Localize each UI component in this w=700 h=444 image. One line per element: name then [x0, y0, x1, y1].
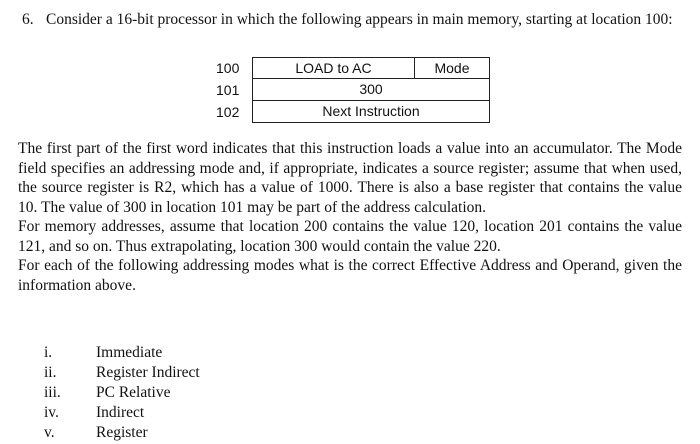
memory-word — [252, 79, 490, 101]
mode-name: Indirect — [96, 404, 145, 421]
memory-address: 101 — [216, 82, 240, 98]
memory-value: Next Instruction — [322, 103, 420, 119]
list-item — [44, 423, 200, 443]
list-item — [44, 363, 200, 383]
addressing-mode-list — [44, 343, 200, 443]
list-numeral: iv. — [44, 404, 59, 421]
mode-name: PC Relative — [96, 384, 171, 401]
list-item — [44, 383, 200, 403]
opcode-field: LOAD to AC — [253, 58, 415, 78]
mode-field: Mode — [434, 60, 470, 76]
question-number: 6. — [22, 11, 34, 28]
list-item — [44, 343, 200, 363]
paragraph-instruction-description: The first part of the first word indicates that this instruction loads a value into an accumulator. The Mode field specifies an addressing mode and, if appropriate, indicates a source register; assume that when used, the source register is R2, which has a value of 1000. There is also a base register that contains the value 10. The value of 300 in location 101 may be part of the address calculation. — [18, 140, 682, 216]
memory-address: 102 — [216, 104, 240, 120]
mode-name: Immediate — [96, 344, 163, 361]
list-numeral: ii. — [44, 364, 57, 381]
memory-row — [212, 79, 490, 101]
question-intro: Consider a 16-bit processor in which the following appears in main memory, starting at location 100: — [46, 11, 673, 28]
paragraph-memory-values: For memory addresses, assume that location 200 contains the value 120, location 201 contains the value 121, and so on. Thus extrapolating, location 300 would contain the value 220. — [18, 218, 682, 255]
list-numeral: v. — [44, 424, 55, 441]
memory-word — [252, 101, 490, 123]
memory-word — [252, 57, 490, 79]
question-body — [18, 139, 682, 295]
list-item — [44, 403, 200, 423]
mode-name: Register — [96, 424, 148, 441]
list-numeral: i. — [44, 344, 53, 361]
question-header — [22, 10, 684, 30]
memory-row — [212, 101, 490, 123]
memory-value: 300 — [359, 81, 383, 97]
mode-name: Register Indirect — [96, 364, 200, 381]
list-numeral: iii. — [44, 384, 61, 401]
memory-table — [212, 57, 490, 123]
paragraph-task: For each of the following addressing modes what is the correct Effective Address and Operand, given the information above. — [18, 257, 682, 294]
memory-address: 100 — [216, 60, 240, 76]
memory-row — [212, 57, 490, 79]
